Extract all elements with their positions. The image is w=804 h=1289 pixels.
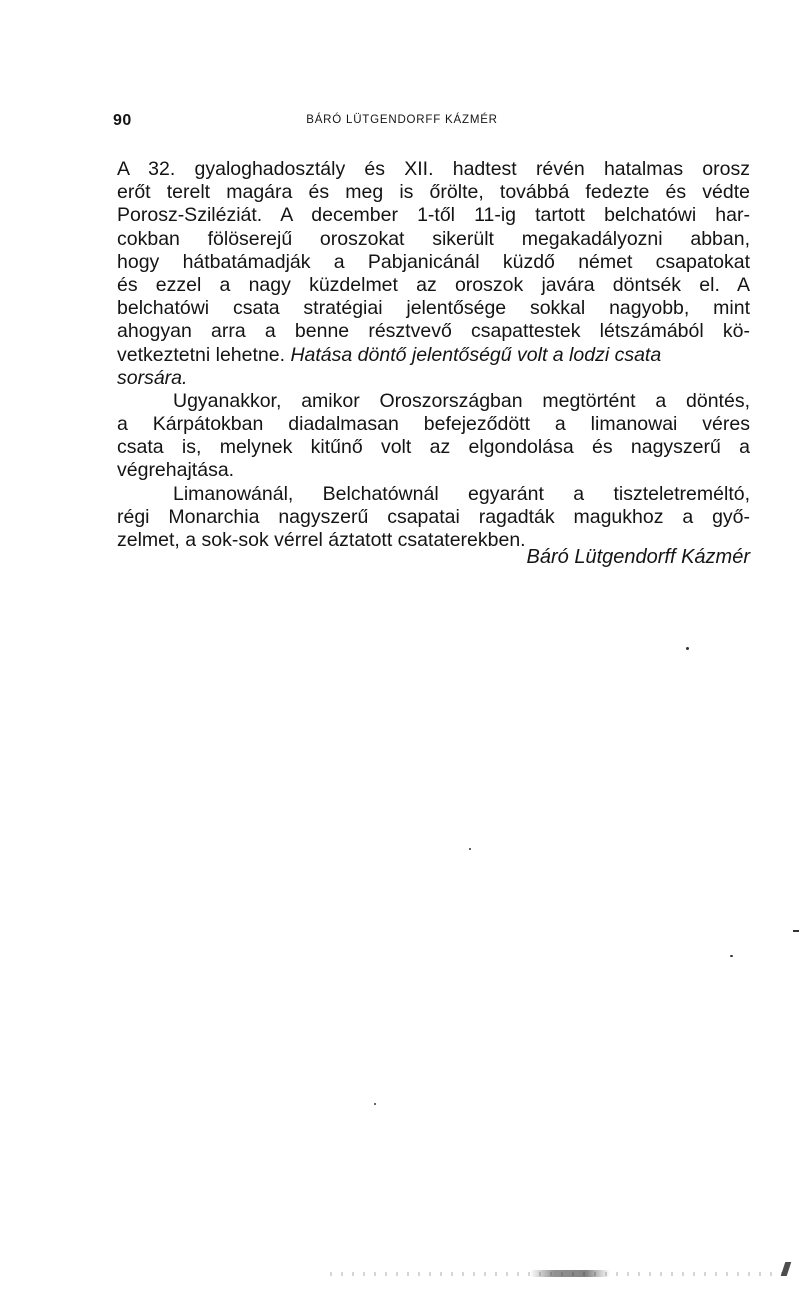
text-line: zelmet, a sok-sok vérrel áztatott csataterekben. bbox=[117, 529, 526, 551]
text-line: erőt terelt magára és meg is őrölte, továbbá fedezte és védte bbox=[117, 181, 750, 204]
text-line: csata is, melynek kitűnő volt az elgondolása és nagyszerű a bbox=[117, 436, 750, 459]
body-text bbox=[117, 158, 750, 552]
text-line: belchatówi csata stratégiai jelentősége sokkal nagyobb, mint bbox=[117, 297, 750, 320]
text-line: cokban fölöserejű oroszokat sikerült megakadályozni abban, bbox=[117, 227, 750, 250]
text-line: sorsára. bbox=[117, 366, 188, 389]
text-line: régi Monarchia nagyszerű csapatai ragadták magukhoz a győ- bbox=[117, 505, 750, 528]
signature: Báró Lütgendorff Kázmér bbox=[526, 546, 750, 568]
text-line: a Kárpátokban diadalmasan befejeződött a limanowai véres bbox=[117, 413, 750, 436]
text-line: hogy hátbatámadják a Pabjanicánál küzdő német csapatokat bbox=[117, 250, 750, 273]
text-line: Porosz-Sziléziát. A december 1-től 11-ig tartott belchatówi har- bbox=[117, 204, 750, 227]
scan-speck bbox=[793, 930, 799, 932]
scan-speck bbox=[730, 955, 733, 957]
text-line: és ezzel a nagy küzdelmet az oroszok javára döntsék el. A bbox=[117, 273, 750, 296]
scan-smudge bbox=[530, 1270, 610, 1277]
running-header: BÁRÓ LÜTGENDORFF KÁZMÉR bbox=[306, 114, 498, 126]
text-line: A 32. gyaloghadosztály és XII. hadtest révén hatalmas orosz bbox=[117, 158, 750, 180]
text-line bbox=[117, 344, 750, 367]
text-line: Limanowánál, Belchatównál egyaránt a tiszteletreméltó, bbox=[173, 482, 750, 505]
scan-speck bbox=[686, 647, 689, 650]
page-number: 90 bbox=[113, 112, 132, 129]
text-line: Ugyanakkor, amikor Oroszországban megtörtént a döntés, bbox=[173, 389, 750, 412]
scan-speck bbox=[374, 1103, 376, 1105]
text-plain: vetkeztetni lehetne. bbox=[117, 343, 286, 366]
text-line: ahogyan arra a benne résztvevő csapattestek létszámából kö- bbox=[117, 320, 750, 343]
text-emphasis: Hatása döntő jelentőségű volt a lodzi csata bbox=[290, 343, 662, 366]
text-line: végrehajtása. bbox=[117, 459, 235, 482]
scan-speck bbox=[469, 848, 471, 850]
